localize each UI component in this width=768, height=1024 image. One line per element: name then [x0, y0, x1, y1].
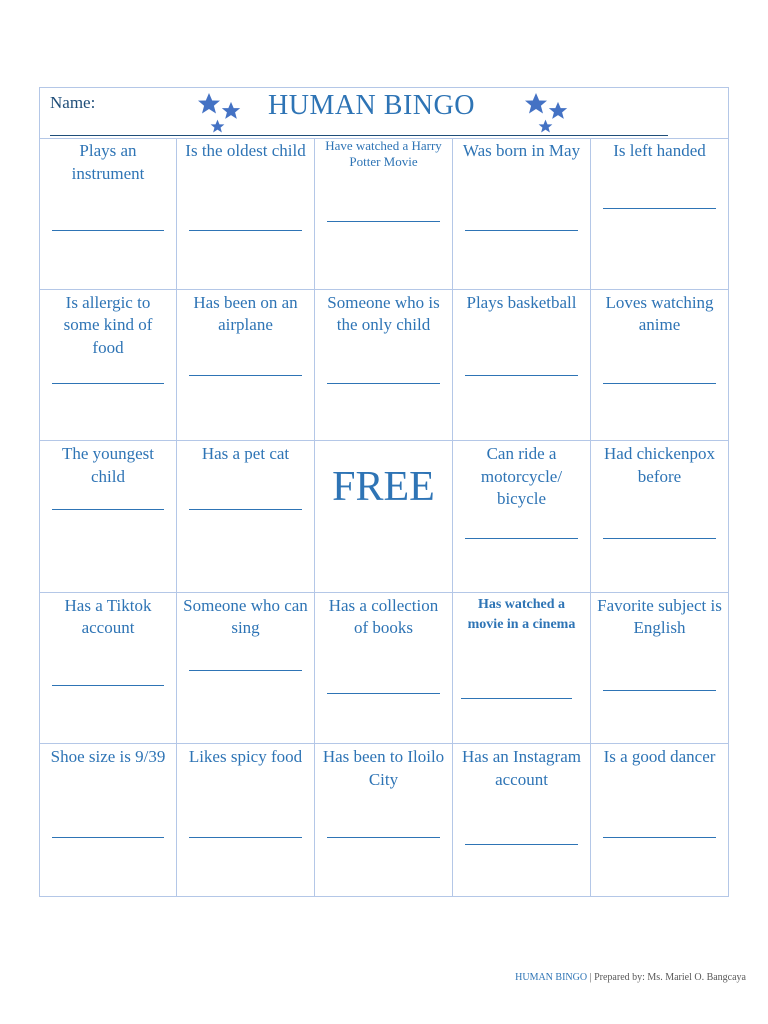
bingo-square[interactable] — [591, 593, 728, 745]
bingo-square[interactable] — [40, 744, 177, 896]
square-prompt: Has a pet cat — [201, 444, 290, 464]
signature-blank[interactable] — [189, 837, 302, 838]
square-prompt: Shoe size is 9/39 — [50, 747, 166, 767]
signature-blank[interactable] — [52, 383, 164, 384]
square-prompt: Has been to Iloilo City — [322, 747, 445, 789]
square-prompt: The youngest child — [61, 444, 155, 486]
bingo-square[interactable] — [591, 441, 728, 593]
star-icon — [221, 101, 241, 121]
signature-blank[interactable] — [189, 230, 302, 231]
square-prompt: Is the oldest child — [185, 141, 306, 160]
name-line[interactable] — [50, 135, 668, 136]
signature-blank[interactable] — [603, 837, 716, 838]
header-row — [40, 88, 728, 139]
signature-blank[interactable] — [52, 230, 164, 231]
bingo-square[interactable] — [177, 290, 315, 442]
square-prompt: Plays basketball — [466, 292, 577, 312]
square-prompt: Favorite subject is English — [597, 595, 722, 638]
bingo-square[interactable] — [177, 441, 315, 593]
star-icon — [548, 101, 568, 121]
bingo-square[interactable] — [177, 138, 315, 290]
square-prompt: Loves watching anime — [605, 292, 714, 335]
bingo-square[interactable] — [453, 290, 591, 442]
square-prompt: Has an Instagram account — [462, 747, 581, 789]
star-icon — [197, 92, 221, 116]
footer-title: HUMAN BINGO — [515, 972, 588, 983]
signature-blank[interactable] — [52, 837, 164, 838]
square-prompt: Has a Tiktok account — [64, 595, 152, 638]
bingo-sheet — [39, 87, 729, 897]
signature-blank[interactable] — [603, 538, 716, 539]
bingo-square[interactable] — [315, 290, 453, 442]
square-prompt: Likes spicy food — [188, 747, 303, 767]
bingo-square[interactable] — [177, 744, 315, 896]
signature-blank[interactable] — [327, 693, 440, 694]
signature-blank[interactable] — [189, 375, 302, 376]
signature-blank[interactable] — [189, 509, 302, 510]
bingo-square[interactable] — [40, 441, 177, 593]
signature-blank[interactable] — [465, 844, 578, 845]
bingo-square[interactable] — [177, 593, 315, 745]
square-prompt: Have watched a Harry Potter Movie — [325, 138, 442, 169]
square-prompt: Someone who can sing — [183, 595, 308, 638]
bingo-square[interactable] — [40, 290, 177, 442]
signature-blank[interactable] — [52, 685, 164, 686]
signature-blank[interactable] — [327, 837, 440, 838]
bingo-square[interactable] — [591, 744, 728, 896]
bingo-square[interactable] — [315, 744, 453, 896]
bingo-square[interactable] — [40, 593, 177, 745]
star-icon — [538, 119, 553, 134]
square-prompt: Plays an instrument — [71, 141, 145, 183]
square-prompt: Someone who is the only child — [327, 292, 440, 335]
signature-blank[interactable] — [189, 670, 302, 671]
signature-blank[interactable] — [327, 221, 440, 222]
bingo-square[interactable] — [40, 138, 177, 290]
square-prompt: Has watched a movie in a cinema — [467, 596, 576, 632]
signature-blank[interactable] — [465, 375, 578, 376]
signature-blank[interactable] — [465, 230, 578, 231]
bingo-square[interactable] — [453, 441, 591, 593]
bingo-square[interactable] — [591, 290, 728, 442]
signature-blank[interactable] — [465, 538, 578, 539]
bingo-grid — [40, 138, 728, 896]
square-prompt: Has been on an airplane — [193, 292, 298, 335]
star-icon — [524, 92, 548, 116]
name-label: Name: — [50, 93, 96, 112]
square-prompt: Can ride a motorcycle/ bicycle — [480, 444, 563, 509]
bingo-square[interactable] — [453, 593, 591, 745]
square-prompt: Is a good dancer — [603, 747, 716, 767]
bingo-square[interactable] — [591, 138, 728, 290]
signature-blank[interactable] — [603, 690, 716, 691]
square-prompt: Was born in May — [462, 141, 581, 160]
signature-blank[interactable] — [461, 698, 572, 699]
footer — [515, 972, 746, 983]
square-prompt: Had chickenpox before — [604, 444, 715, 486]
signature-blank[interactable] — [603, 208, 716, 209]
square-prompt: Is allergic to some kind of food — [63, 292, 153, 357]
signature-blank[interactable] — [327, 383, 440, 384]
signature-blank[interactable] — [52, 509, 164, 510]
footer-separator: | — [587, 972, 595, 983]
bingo-square[interactable] — [315, 138, 453, 290]
free-space[interactable] — [315, 441, 453, 593]
bingo-square[interactable] — [453, 744, 591, 896]
free-label: FREE — [332, 464, 435, 511]
footer-credit: Prepared by: Ms. Mariel O. Bangcaya — [594, 972, 746, 983]
bingo-square[interactable] — [315, 593, 453, 745]
signature-blank[interactable] — [603, 383, 716, 384]
bingo-square[interactable] — [453, 138, 591, 290]
page-title: HUMAN BINGO — [268, 90, 475, 121]
square-prompt: Has a collection of books — [328, 595, 439, 638]
star-icon — [210, 119, 225, 134]
square-prompt: Is left handed — [613, 141, 706, 160]
